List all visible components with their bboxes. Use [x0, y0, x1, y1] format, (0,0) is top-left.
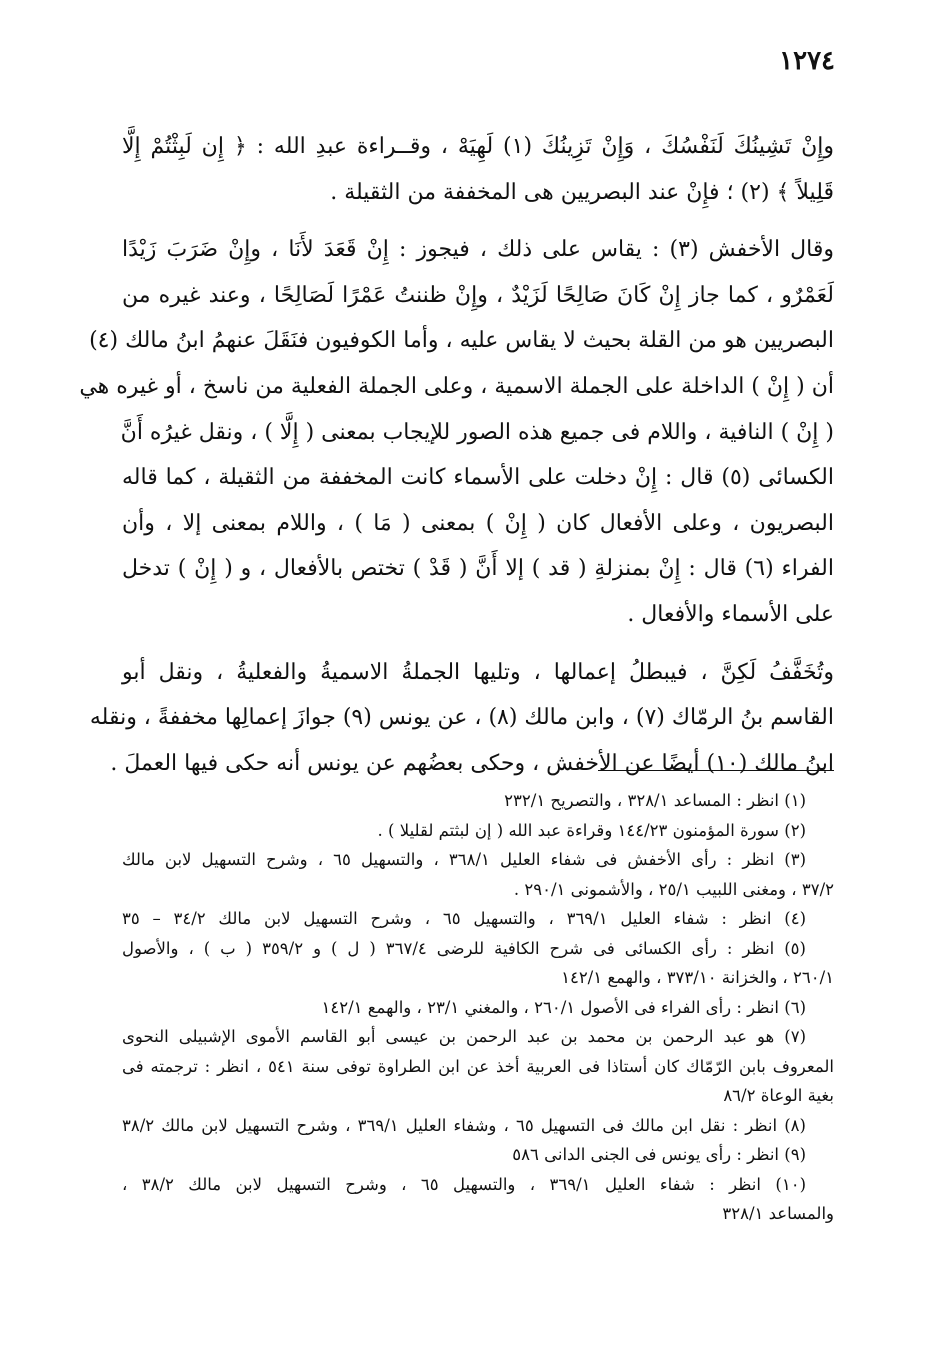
footnote-line: (١) انظر : المساعد ٣٢٨/١ ، والتصريح ٢٣٢/١ [504, 791, 806, 810]
footnote-line: (٨) انظر : نقل ابن مالك فى التسهيل ٦٥ ، وشفاء العليل ٣٦٩/١ ، وشرح التسهيل لابن مالك ٣٨/٢ [122, 1115, 806, 1135]
footnote-9 [122, 1140, 834, 1170]
footnote-line: (٦) انظر : رأى الفراء فى الأصول ٢٦٠/١ ، والمغني ٢٣/١ ، والهمع ١٤٢/١ [321, 997, 806, 1017]
text-line: ابنُ مالك (١٠) أيضًا عن الأخفش ، وحكى بعضُهم عن يونس أنه حكى فيها العملَ . [110, 750, 834, 776]
text-line: قَلِيلاً ﴾ (٢) ؛ فإِنْ عند البصريين هى المخففة من الثقيلة . [330, 179, 834, 205]
footnote-line: والمساعد ٣٢٨/١ [722, 1204, 834, 1223]
footnote-line: (٧) هو عبد الرحمن بن محمد بن عبد الرحمن بن عيسى أبو القاسم الأموى الإشبيلى النحوى [122, 1027, 806, 1046]
paragraph [122, 124, 834, 215]
main-text [79, 124, 835, 786]
footnote-line: (٢) سورة المؤمنون ١٤٤/٢٣ وقراءة عبد الله ( إن لبثتم لقليلا ) . [377, 820, 806, 840]
footnote-2 [122, 816, 834, 846]
text-line: وإِنْ تَشِينُكَ لَنَفْسُكَ ، وَإِنْ تَزِينُكَ (١) لَهِيَهْ ، وقــراءة عبدِ الله : ﴿ إِن لَبِثْتُمْ إِلَّا [122, 134, 834, 159]
paragraph [79, 227, 835, 637]
text-line: البصريين هو من القلة بحيث لا يقاس عليه ، وأما الكوفيون فنَقَلَ عنهمُ ابنُ مالك (٤) [89, 328, 834, 354]
text-line: وتُخَفَّفُ لَكِنَّ ، فيبطلُ إعمالها ، وتليها الجملةُ الاسميةُ والفعليةُ ، ونقل أبو [122, 659, 834, 685]
footnote-10 [122, 1170, 834, 1229]
footnote-5 [122, 934, 834, 993]
text-line: الفراء (٦) قال : إِنْ بمنزلةِ ( قد ) إلا أَنَّ ( قَدْ ) تختص بالأفعال ، و ( إِنْ ) تدخل [122, 556, 834, 582]
footnote-line: بغية الوعاة ٨٦/٢ [723, 1086, 834, 1105]
footnote-4 [122, 904, 834, 934]
text-line: لَعَمْرٌو ، كما جاز إِنْ كَانَ صَالِحًا لَزَيْدٌ ، وإِنْ ظننتُ عَمْرًا لَصَالِحًا ، وعند غيره من [122, 282, 834, 308]
footnote-line: (٩) انظر : رأى يونس فى الجنى الدانى ٥٨٦ [512, 1145, 806, 1164]
footnote-6 [122, 993, 834, 1023]
footnote-line: (٤) انظر : شفاء العليل ٣٦٩/١ ، والتسهيل ٦٥ ، وشرح التسهيل لابن مالك ٣٤/٢ – ٣٥ [122, 909, 806, 928]
footnote-8 [122, 1111, 834, 1141]
footnotes [122, 786, 834, 1229]
text-line: أن ( إِنْ ) الداخلة على الجملة الاسمية ، وعلى الجملة الفعلية من ناسخ ، أو غيره هي [79, 373, 834, 399]
footnote-3 [122, 845, 834, 904]
page-number: ١٢٧٤ [779, 46, 835, 76]
footnote-line: ٣٧/٢ ، ومغنى اللبيب ٢٥/١ ، والأشمونى ٢٩٠/١ . [513, 879, 834, 899]
footnote-line: (٥) انظر : رأى الكسائى فى شرح الكافية للرضى ٣٦٧/٤ ( ل ) و ٣٥٩/٢ ( ب ) ، والأصول [122, 938, 806, 958]
text-line: الكسائى (٥) قال : إِنْ دخلت على الأسماء كانت المخففة من الثقيلة ، كما قاله [122, 465, 834, 491]
paragraph [89, 650, 834, 787]
footnote-1 [122, 786, 834, 816]
text-line: على الأسماء والأفعال . [627, 601, 834, 627]
footnote-line: المعروف بابن الرّمّاك كان أستاذا فى العربية أخذ عن ابن الطراوة توفى سنة ٥٤١ ، انظر : ترجمته فى [122, 1056, 834, 1076]
footnote-line: ٢٦٠/١ ، والخزانة ٣٧٣/١٠ ، والهمع ١٤٢/١ [561, 968, 834, 987]
footnote-line: (١٠) انظر : شفاء العليل ٣٦٩/١ ، والتسهيل ٦٥ ، وشرح التسهيل لابن مالك ٣٨/٢ ، [122, 1174, 806, 1194]
text-line: القاسم بنُ الرمّاك (٧) ، وابن مالك (٨) ، عن يونس (٩) جوازَ إعمالِها مخففةً ، ونقله [89, 705, 834, 731]
footnote-line: (٣) انظر : رأى الأخفش فى شفاء العليل ٣٦٨/١ ، والتسهيل ٦٥ ، وشرح التسهيل لابن مالك [122, 850, 807, 869]
footnote-divider [598, 770, 834, 771]
text-line: وقال الأخفش (٣) : يقاس على ذلك ، فيجوز : إِنْ قَعَدَ لأَنَا ، وإِنْ ضَرَبَ زَيْدًا [122, 237, 835, 263]
text-line: ( إِنْ ) النافية ، واللام فى جميع هذه الصور للإيجاب بمعنى ( إِلَّا ) ، ونقل غيرُه أَنَّ [120, 419, 834, 445]
footnote-7 [122, 1022, 834, 1111]
text-line: البصريون ، وعلى الأفعال كان ( إِنْ ) بمعنى ( مَا ) ، واللام بمعنى إلا ، وأن [122, 510, 834, 536]
